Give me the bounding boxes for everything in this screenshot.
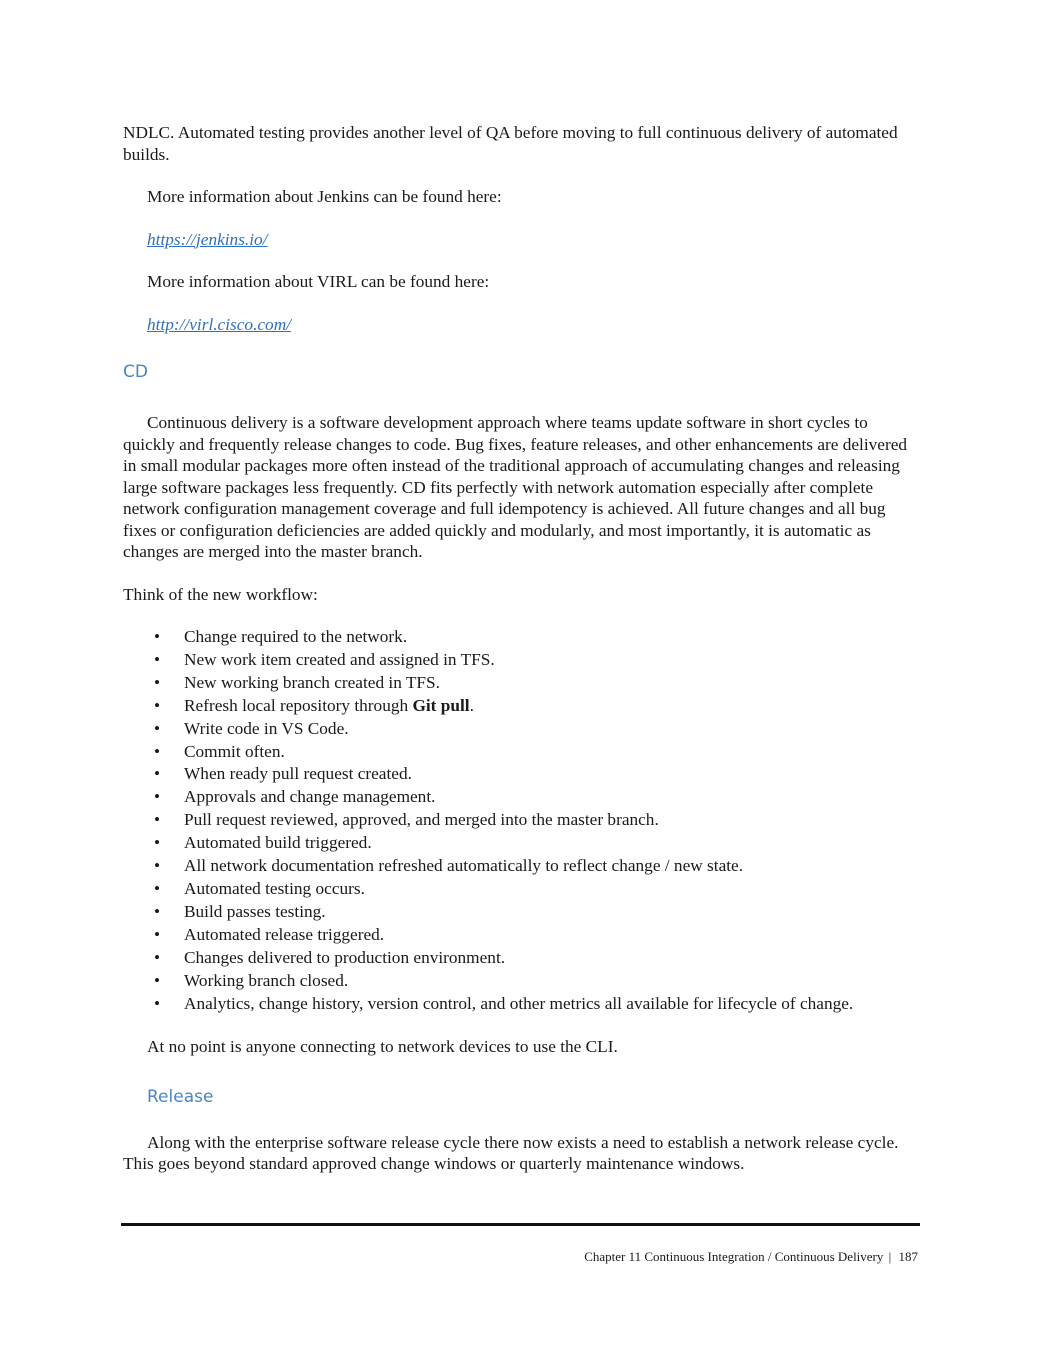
git-pull-command: Git pull — [412, 695, 470, 715]
list-item-text: Changes delivered to production environment. — [184, 947, 506, 967]
list-item — [123, 741, 920, 764]
bullet-icon: • — [154, 787, 161, 807]
list-item-text: Analytics, change history, version control, and other metrics all available for lifecycle of change. — [184, 993, 854, 1013]
bullet-icon: • — [154, 695, 161, 715]
list-item-text: Automated build triggered. — [184, 833, 372, 853]
bullet-icon: • — [154, 833, 161, 853]
list-item-suffix: . — [469, 695, 474, 715]
jenkins-link[interactable]: https://jenkins.io/ — [147, 229, 268, 249]
bullet-icon: • — [154, 947, 161, 967]
bullet-icon: • — [154, 924, 161, 944]
list-item-text: Build passes testing. — [184, 901, 326, 921]
list-item — [123, 947, 920, 970]
bullet-icon: • — [154, 672, 161, 692]
list-item-text: Write code in VS Code. — [184, 718, 349, 738]
bullet-icon: • — [154, 810, 161, 830]
bullet-icon: • — [154, 718, 161, 738]
list-item — [123, 809, 920, 832]
list-item-text: All network documentation refreshed automatically to reflect change / new state. — [184, 856, 744, 876]
bullet-icon: • — [154, 856, 161, 876]
footer-separator: | — [888, 1249, 892, 1264]
list-item — [123, 970, 920, 993]
list-item — [123, 878, 920, 901]
bullet-icon: • — [154, 627, 161, 646]
workflow-intro: Think of the new workflow: — [123, 584, 318, 604]
list-item-text: Automated testing occurs. — [184, 878, 365, 898]
bullet-icon: • — [154, 649, 161, 669]
bullet-icon: • — [154, 970, 161, 990]
list-item — [123, 626, 920, 649]
list-item — [123, 924, 920, 947]
list-item-text: Pull request reviewed, approved, and merged into the master branch. — [184, 810, 659, 830]
bullet-icon: • — [154, 901, 161, 921]
bullet-icon: • — [154, 741, 161, 761]
page-footer — [584, 1249, 918, 1265]
virl-link[interactable]: http://virl.cisco.com/ — [147, 314, 291, 334]
jenkins-info-text: More information about Jenkins can be found here: — [147, 187, 502, 206]
release-paragraph: Along with the enterprise software release cycle there now exists a need to establish a network release cycle. This goes beyond standard approved change windows or quarterly maintenance windows. — [123, 1132, 899, 1174]
list-item-text: New work item created and assigned in TFS. — [184, 649, 495, 669]
cli-closing-text: At no point is anyone connecting to network devices to use the CLI. — [147, 1037, 618, 1057]
list-item-text: Automated release triggered. — [184, 924, 385, 944]
list-item — [123, 786, 920, 809]
list-item — [123, 672, 920, 695]
virl-info-text: More information about VIRL can be found here: — [147, 272, 490, 291]
workflow-list — [123, 626, 920, 1015]
jenkins-link-line — [123, 229, 920, 251]
footer-divider — [121, 1223, 920, 1226]
list-item-text: New working branch created in TFS. — [184, 672, 440, 692]
list-item — [123, 763, 920, 786]
bullet-icon: • — [154, 764, 161, 784]
list-item — [123, 649, 920, 672]
bullet-icon: • — [154, 878, 161, 898]
list-item-text: When ready pull request created. — [184, 764, 412, 784]
list-item — [123, 832, 920, 855]
list-item-text: Commit often. — [184, 741, 285, 761]
list-item-text: Refresh local repository through — [184, 695, 413, 715]
release-heading: Release — [147, 1086, 214, 1107]
page-number: 187 — [898, 1249, 918, 1264]
virl-link-line — [123, 314, 920, 336]
cd-paragraph: Continuous delivery is a software development approach where teams update software in short cycles to quickly and frequently release changes to code. Bug fixes, feature releases, and other enhancements are delivered in small modular packages more often instead of the traditional approach of accumulating changes and releasing large software packages less frequently. CD fits perfectly with network automation especially after complete network configuration management coverage and full idempotency is achieved. All future changes and all bug fixes or configuration deficiencies are added quickly and modularly, and most importantly, it is automatic as changes are merged into the master branch. — [123, 413, 908, 561]
list-item-text: Working branch closed. — [184, 970, 349, 990]
list-item — [123, 855, 920, 878]
list-item — [123, 718, 920, 741]
list-item-text: Change required to the network. — [184, 627, 408, 646]
list-item — [123, 993, 920, 1016]
footer-chapter-title: Chapter 11 Continuous Integration / Continuous Delivery — [584, 1249, 884, 1264]
cd-heading: CD — [123, 362, 148, 382]
list-item — [123, 695, 920, 718]
intro-continuation-paragraph: NDLC. Automated testing provides another level of QA before moving to full continuous delivery of automated builds. — [123, 123, 898, 164]
bullet-icon: • — [154, 993, 161, 1013]
list-item — [123, 901, 920, 924]
page-body — [123, 122, 920, 1175]
list-item-text: Approvals and change management. — [184, 787, 436, 807]
